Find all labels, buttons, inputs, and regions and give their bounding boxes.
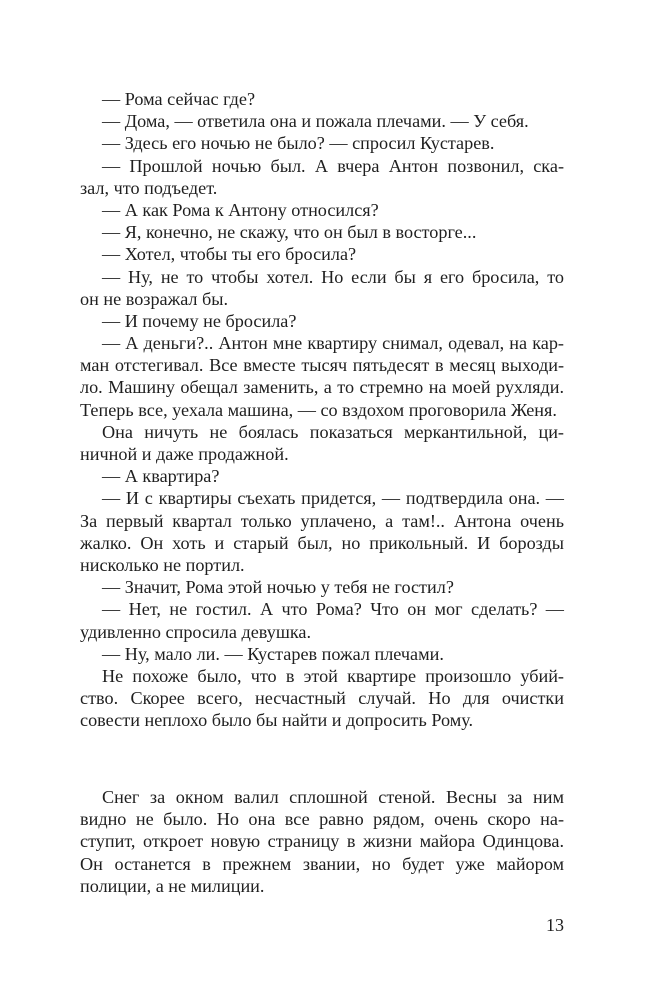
text-line: удивленно спросила девушка. xyxy=(80,621,312,642)
text-line: видно не было. Но она все равно рядом, очень скоро на- xyxy=(80,809,564,830)
text-line: Он останется в прежнем звании, но будет уже майором xyxy=(80,853,564,874)
text-line: ло. Машину обещал заменить, а то стремно на моей рухляди. xyxy=(80,377,564,398)
text-block-narrative xyxy=(80,786,564,897)
text-line: — Ну, мало ли. — Кустарев пожал плечами. xyxy=(102,643,444,664)
text-line: полиции, а не милиции. xyxy=(80,875,265,896)
text-line: совести неплохо было бы найти и допросить Рому. xyxy=(80,710,474,731)
text-line: — А как Рома к Антону относился? xyxy=(102,199,379,220)
text-line: — Я, конечно, не скажу, что он был в восторге... xyxy=(102,222,477,243)
text-line: — Ну, не то чтобы хотел. Но если бы я его бросила, то xyxy=(102,266,564,287)
text-line: Не похоже было, что в этой квартире произошло убий- xyxy=(102,665,564,686)
page-number: 13 xyxy=(546,915,564,935)
text-line: жалко. Он хоть и старый был, но прикольный. И борозды xyxy=(80,532,564,553)
text-line: — Хотел, чтобы ты его бросила? xyxy=(102,244,357,265)
text-line: — Здесь его ночью не было? — спросил Кустарев. xyxy=(102,133,495,154)
text-line: Теперь все, уехала машина, — со вздохом проговорила Женя. xyxy=(80,399,557,420)
text-line: ман отстегивал. Все вместе тысяч пятьдесят в месяц выходи- xyxy=(80,355,564,376)
text-line: ничной и даже продажной. xyxy=(80,444,289,464)
text-line: — А деньги?.. Антон мне квартиру снимал, одевал, на кар- xyxy=(102,333,564,354)
text-line: он не возражал бы. xyxy=(80,288,229,309)
text-line: — Рома сейчас где? xyxy=(102,89,256,109)
text-line: — Прошлой ночью был. А вчера Антон позвонил, ска- xyxy=(102,155,564,176)
text-line: нисколько не портил. xyxy=(80,554,245,575)
text-line: — И почему не бросила? xyxy=(102,310,297,331)
text-line: ство. Скорее всего, несчастный случай. Но для очистки xyxy=(80,688,564,709)
text-line: — И с квартиры съехать придется, — подтвердила она. — xyxy=(102,488,564,509)
text-line: ступит, откроет новую страницу в жизни майора Одинцова. xyxy=(80,831,564,852)
text-line: — Значит, Рома этой ночью у тебя не гостил? xyxy=(102,577,454,598)
text-line: Снег за окном валил сплошной стеной. Весны за ним xyxy=(102,787,564,807)
text-line: Она ничуть не боялась показаться меркантильной, ци- xyxy=(102,421,564,442)
text-line: — Дома, — ответила она и пожала плечами. — У себя. xyxy=(102,111,529,132)
text-line: — А квартира? xyxy=(102,466,220,487)
text-line: зал, что подъедет. xyxy=(80,177,218,198)
text-line: — Нет, не гостил. А что Рома? Что он мог сделать? — xyxy=(102,599,564,620)
text-block-dialogue xyxy=(80,88,564,731)
text-line: За первый квартал только уплачено, а там!.. Антона очень xyxy=(80,510,564,531)
